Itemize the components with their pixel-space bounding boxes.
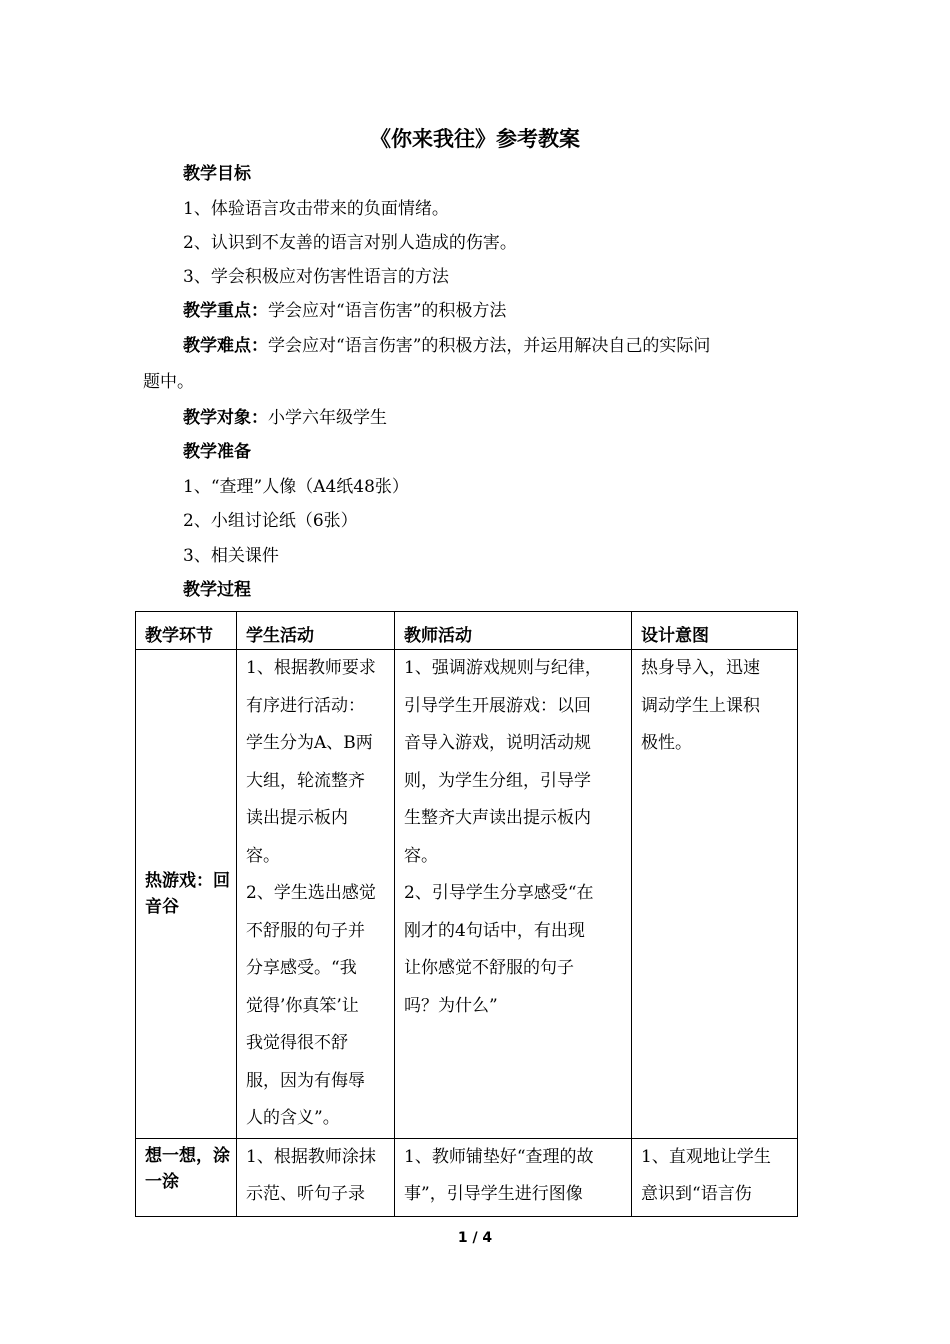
cell-line: 让你感觉不舒服的句子	[404, 958, 574, 978]
cell-line: 1、根据教师涂抹	[246, 1146, 376, 1167]
cell-line: 事”，引导学生进行图像	[404, 1184, 583, 1204]
difficulty-label: 教学难点：	[183, 336, 268, 356]
cell-clip	[641, 1139, 791, 1212]
cell-line: 音导入游戏，说明活动规	[404, 733, 591, 753]
cell-line: 分享感受。“我	[246, 958, 357, 978]
cell-line: 意识到“语言伤	[641, 1184, 752, 1204]
cell-line: 我觉得很不舒	[246, 1033, 348, 1053]
cell-line: 不舒服的句子并	[246, 920, 365, 941]
cell-line: 引导学生开展游戏：以回	[404, 695, 591, 716]
cell-line: 学生分为A、B两	[246, 733, 373, 753]
cell-line: 调动学生上课积	[641, 695, 760, 716]
cell-line: 2、引导学生分享感受“在	[404, 883, 594, 903]
cell-line: 1、强调游戏规则与纪律，	[404, 658, 602, 678]
teacher-activity-cell	[395, 1138, 632, 1216]
difficulty	[183, 334, 710, 358]
cell-line: 1、直观地让学生	[641, 1146, 771, 1167]
student-activity-cell	[237, 1138, 395, 1216]
column-header: 设计意图	[632, 612, 798, 650]
target	[183, 406, 387, 430]
cell-clip	[404, 1139, 625, 1212]
difficulty-text: 学会应对“语言伤害”的积极方法，并运用解决自己的实际问	[268, 336, 711, 356]
target-label: 教学对象：	[183, 408, 268, 428]
stage-text: 想一想，涂一涂	[145, 1145, 230, 1192]
cell-line: 2、学生选出感觉	[246, 883, 376, 903]
cell-line: 人的含义”。	[246, 1108, 340, 1128]
cell-line: 生整齐大声读出提示板内	[404, 808, 591, 828]
cell-line: 极性。	[641, 733, 692, 753]
column-header: 教学环节	[136, 612, 237, 650]
key-point	[183, 299, 506, 323]
design-purpose-cell	[632, 650, 798, 1139]
preparation-item: 1、“查理”人像（A4纸48张）	[183, 477, 409, 497]
cell-line: 1、根据教师要求	[246, 658, 376, 678]
key-point-label: 教学重点：	[183, 301, 268, 321]
cell-line: 1、教师铺垫好“查理的故	[404, 1146, 594, 1167]
table-row	[136, 1138, 798, 1216]
preparation-item: 2、小组讨论纸（6张）	[183, 511, 358, 531]
table-row	[136, 650, 798, 1139]
cell-line: 容。	[404, 845, 438, 866]
student-activity-cell	[237, 650, 395, 1139]
column-header: 学生活动	[237, 612, 395, 650]
preparation-item: 3、相关课件	[183, 546, 279, 566]
page-number: 1 / 4	[457, 1230, 493, 1246]
preparation-heading: 教学准备	[183, 442, 251, 462]
objective-item: 2、认识到不友善的语言对别人造成的伤害。	[183, 233, 517, 253]
stage-cell: 热游戏：回音谷	[136, 650, 237, 1139]
cell-line: 有序进行活动：	[246, 695, 365, 716]
difficulty-text-continued: 题中。	[143, 372, 194, 392]
objective-item: 3、学会积极应对伤害性语言的方法	[183, 267, 449, 287]
process-heading: 教学过程	[183, 580, 251, 600]
stage-cell	[136, 1138, 237, 1216]
cell-clip	[246, 1139, 388, 1212]
key-point-text: 学会应对“语言伤害”的积极方法	[268, 301, 507, 321]
teacher-activity-cell	[395, 650, 632, 1139]
cell-line: 觉得’你真笨’让	[246, 995, 359, 1016]
cell-line: 大组，轮流整齐	[246, 770, 365, 791]
cell-line: 刚才的4句话中，有出现	[404, 920, 585, 941]
cell-line: 服，因为有侮辱	[246, 1070, 365, 1091]
cell-line: 容。	[246, 845, 280, 866]
process-table	[135, 611, 798, 1217]
design-purpose-cell	[632, 1138, 798, 1216]
table-header-row	[136, 612, 798, 650]
cell-line: 吗？为什么”	[404, 995, 498, 1016]
document-title: 《你来我往》参考教案	[370, 127, 580, 151]
cell-line: 则，为学生分组，引导学	[404, 770, 591, 791]
objective-item: 1、体验语言攻击带来的负面情绪。	[183, 199, 449, 219]
cell-line: 热身导入，迅速	[641, 658, 760, 678]
column-header: 教师活动	[395, 612, 632, 650]
objectives-heading: 教学目标	[183, 164, 251, 184]
cell-line: 读出提示板内	[246, 808, 348, 828]
cell-line: 示范、听句子录	[246, 1184, 365, 1204]
target-text: 小学六年级学生	[268, 408, 387, 428]
